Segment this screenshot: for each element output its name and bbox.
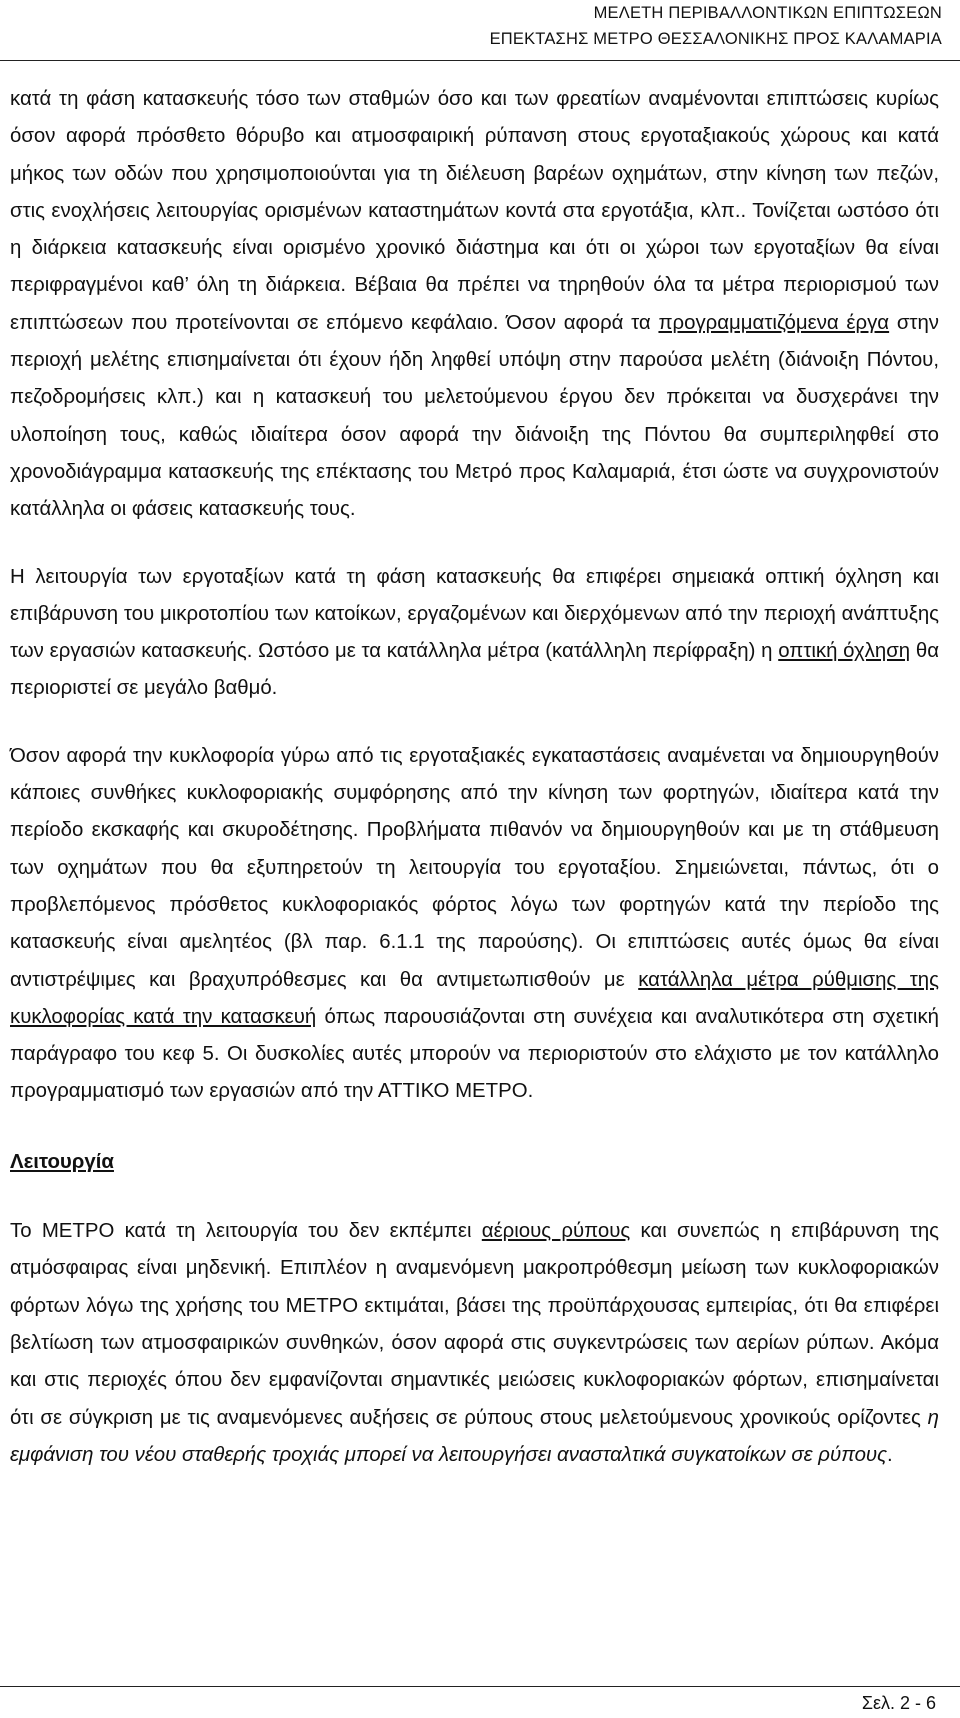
p1-text-a: κατά τη φάση κατασκευής τόσο των σταθμών όσο και των φρεατίων αναμένονται επιπτώσεις κυρίως όσον αφορά πρόσθετο θόρυβο και ατμοσφαιρική ρύπανση στους εργοταξιακούς χώρους και κατά μήκος των οδών που χρησιμοποιούνται για τη διέλευση βαρέων οχημάτων, στην κίνηση των πεζών, στις ενοχλήσεις λειτουργίας ορισμένων καταστημάτων κοντά στα εργοτάξια, κλπ.. Τονίζεται ωστόσο ότι η διάρκεια κατασκευής είναι ορισμένο χρονικό διάστημα και ότι οι χώροι των εργοταξίων θα είναι περιφραγμένοι καθ’ όλη τη διάρκεια. Βέβαια θα πρέπει να τηρηθούν όλα τα μέτρα περιορισμού των επιπτώσεων που προτείνονται σε επόμενο κεφάλαιο. Όσον αφορά τα bbox=[10, 88, 939, 334]
p4-text-b: και συνεπώς η επιβάρυνση της ατμόσφαιρας είναι μηδενική. Επιπλέον η αναμενόμενη μακροπρόθεσμη μείωση των κυκλοφοριακών φόρτων λόγω της χρήσης του ΜΕΤΡΟ εκτιμάται, βάσει της προϋπάρχουσας εμπειρίας, ότι θα επιφέρει βελτίωση των ατμοσφαιρικών συνθηκών, όσον αφορά στις συγκεντρώσεις των αερίων ρύπων. Ακόμα και στις περιοχές όπου δεν εμφανίζονται σημαντικές μειώσεις κυκλοφοριακών φόρτων, επισημαίνεται ότι σε σύγκριση με τις αναμενόμενες αυξήσεις σε ρύπους στους μελετούμενους χρονικούς ορίζοντες bbox=[10, 1220, 939, 1429]
p2-text-a: Η λειτουργία των εργοταξίων κατά τη φάση κατασκευής θα επιφέρει σημειακά οπτική όχληση και επιβάρυνση του μικροτοπίου των κατοίκων, εργαζομένων και διερχόμενων από την περιοχή ανάπτυξης των εργασιών κατασκευής. Ωστόσο με τα κατάλληλα μέτρα (κατάλληλη περίφραξη) η bbox=[10, 565, 939, 663]
header-divider bbox=[0, 60, 960, 61]
p4-underlined: αέριους ρύπους bbox=[481, 1220, 631, 1243]
p3-underlined: κατάλληλα μέτρα ρύθμισης της κυκλοφορίας κατά την κατασκευή bbox=[10, 968, 939, 1028]
p4-text-a: Το ΜΕΤΡΟ κατά τη λειτουργία του δεν εκπέμπει bbox=[10, 1220, 482, 1243]
p3-text-a: Όσον αφορά την κυκλοφορία γύρω από τις εργοταξιακές εγκαταστάσεις αναμένεται να δημιουργηθούν κάποιες συνθήκες κυκλοφοριακής συμφόρησης από την κίνηση των φορτηγών, ιδιαίτερα κατά την περίοδο εκσκαφής και σκυροδέτησης. Προβλήματα πιθανόν να δημιουργηθούν και με τη στάθμευση των οχημάτων που θα εξυπηρετούν τη λειτουργία του εργοταξίου. Σημειώνεται, πάντως, ότι ο προβλεπόμενος πρόσθετος κυκλοφοριακός φόρτος λόγω των φορτηγών κατά την περίοδο της κατασκευής είναι αμελητέος (βλ παρ. 6.1.1 της παρούσης). Οι επιπτώσεις αυτές όμως θα είναι αντιστρέψιμες και βραχυπρόθεσμες και θα αντιμετωπισθούν με bbox=[10, 744, 939, 991]
paragraph-visual-nuisance bbox=[10, 559, 939, 708]
section-heading-operation: Λειτουργία bbox=[10, 1150, 114, 1173]
paragraph-traffic bbox=[10, 738, 939, 1111]
p3-text-b: όπως παρουσιάζονται στη συνέχεια και αναλυτικότερα στη σχετική παράγραφο του κεφ 5. Οι δυσκολίες αυτές μπορούν να περιοριστούν στο ελάχιστο με τον κατάλληλο προγραμματισμό των εργασιών από την ΑΤΤΙΚΟ ΜΕΤΡΟ. bbox=[10, 1005, 939, 1103]
body-text bbox=[10, 81, 939, 1474]
page-number: Σελ. 2 - 6 bbox=[861, 1693, 936, 1713]
paragraph-construction-impacts bbox=[10, 81, 939, 529]
paragraph-operation bbox=[10, 1213, 939, 1474]
p4-italic: η εμφάνιση του νέου σταθερής τροχιάς μπορεί να λειτουργήσει ανασταλτικά συγκατοίκων σε ρύπους bbox=[10, 1406, 939, 1466]
footer-divider bbox=[0, 1686, 960, 1687]
p1-text-b: στην περιοχή μελέτης επισημαίνεται ότι έχουν ήδη ληφθεί υπόψη στην παρούσα μελέτη (διάνοιξη Πόντου, πεζοδρομήσεις κλπ.) και η κατασκευή του μελετούμενου έργου δεν πρόκειται να δυσχεράνει την υλοποίηση τους, καθώς ιδιαίτερα όσον αφορά την διάνοιξη της Πόντου θα συμπεριληφθεί στο χρονοδιάγραμμα κατασκευής της επέκτασης του Μετρό προς Καλαμαριά, έτσι ώστε να συγχρονιστούν κατάλληλα οι φάσεις κατασκευής τους. bbox=[10, 311, 940, 521]
page-header bbox=[342, 0, 942, 52]
p2-text-b: θα περιοριστεί σε μεγάλο βαθμό. bbox=[10, 640, 939, 700]
p4-text-end: . bbox=[887, 1443, 893, 1466]
p1-underlined: προγραμματιζόμενα έργα bbox=[658, 311, 890, 334]
p2-underlined: οπτική όχληση bbox=[778, 640, 911, 663]
header-line-2: ΕΠΕΚΤΑΣΗΣ ΜΕΤΡΟ ΘΕΣΣΑΛΟΝΙΚΗΣ ΠΡΟΣ ΚΑΛΑΜΑΡΙΑ bbox=[489, 30, 942, 48]
header-line-1: ΜΕΛΕΤΗ ΠΕΡΙΒΑΛΛΟΝΤΙΚΩΝ ΕΠΙΠΤΩΣΕΩΝ bbox=[593, 4, 942, 22]
